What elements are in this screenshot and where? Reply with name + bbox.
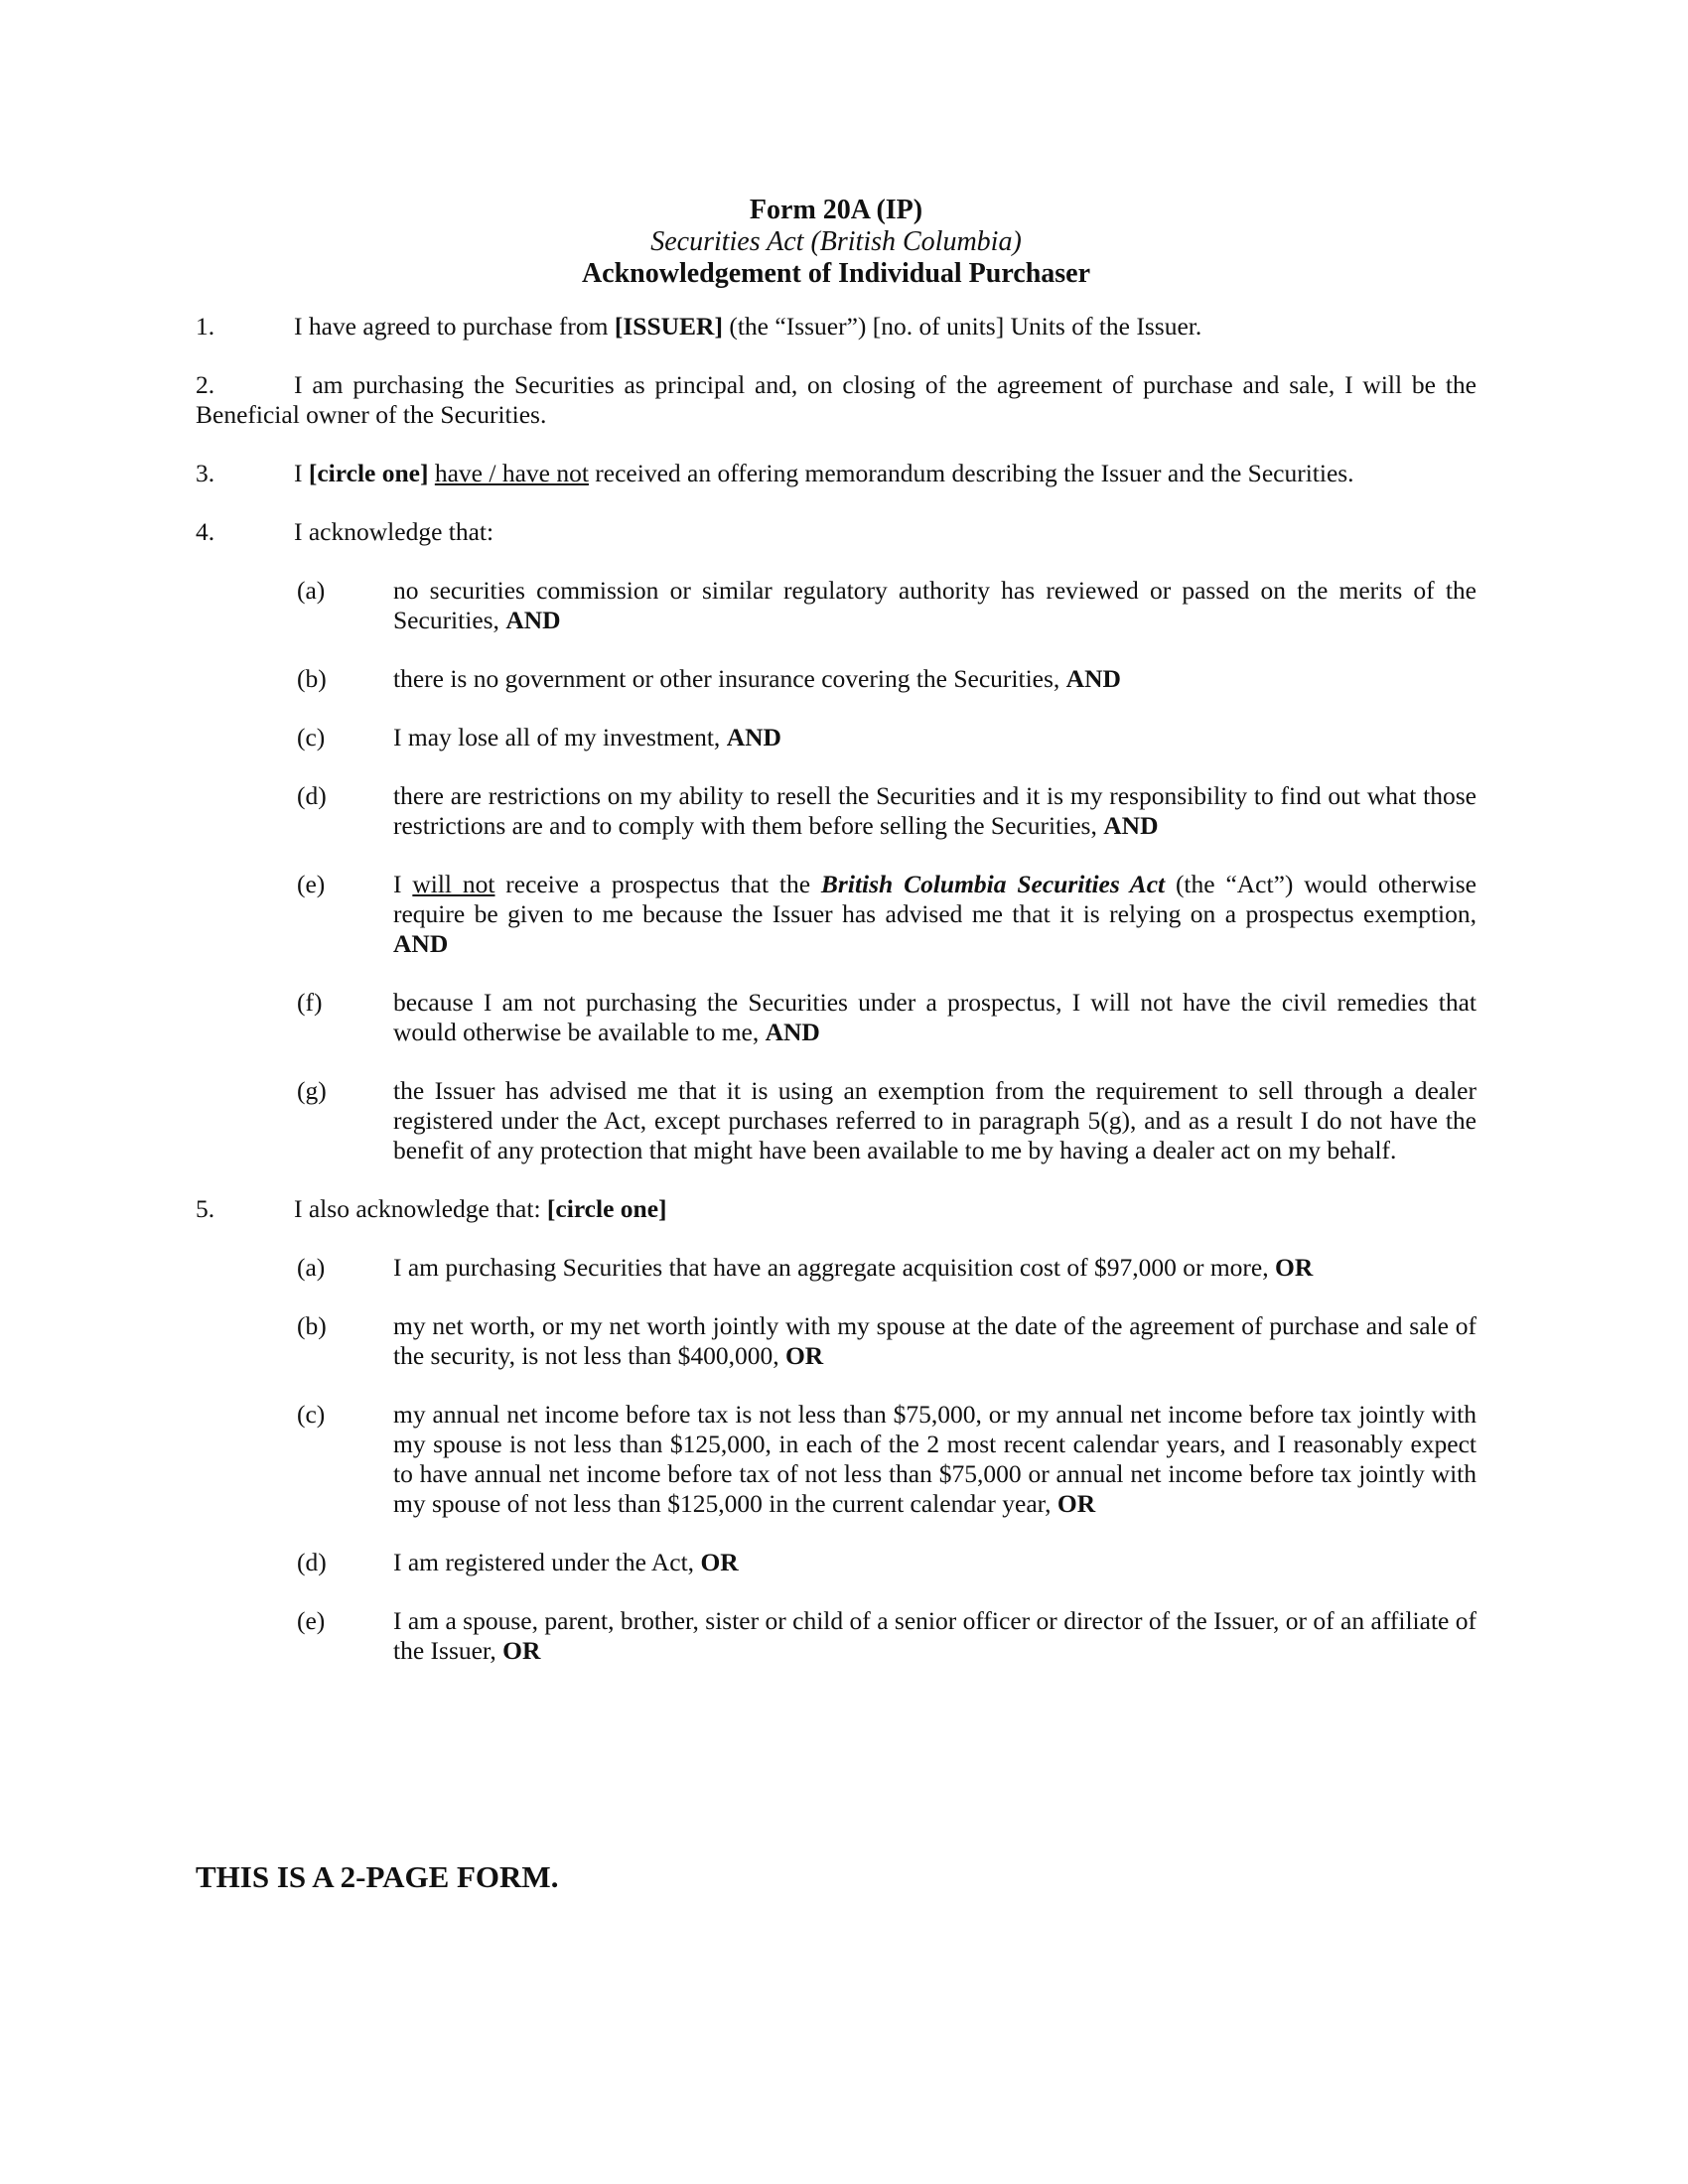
text-segment: OR [1056,1489,1096,1518]
text-segment: I acknowledge that: [294,517,494,546]
text-segment: AND [726,723,781,751]
subparagraph-label: (f) [297,988,323,1017]
text-segment: I [294,459,309,487]
text-segment: I am registered under the Act, [393,1548,701,1576]
text-segment: AND [1103,811,1159,840]
text-segment: British Columbia Securities Act [820,870,1166,898]
subparagraph-5-b [196,1311,1477,1371]
text-segment: no securities commission or similar regulatory authority has reviewed or passed on the merits of the Securities, [393,576,1477,634]
subparagraph-label: (c) [297,1400,326,1429]
text-segment: I am purchasing the Securities as principal and, on closing of the agreement of purchase and sale, I will be the Beneficial owner of the Securities. [196,370,1477,429]
text-segment: AND [505,606,561,634]
text-segment: AND [765,1018,820,1046]
subparagraph-5-c [196,1400,1477,1519]
text-segment: my net worth, or my net worth jointly with my spouse at the date of the agreement of purchase and sale of the security, is not less than $400,000, [393,1311,1477,1370]
subparagraph-label: (e) [297,870,326,898]
subparagraph-label: (d) [297,1548,327,1576]
subparagraph-5-a [196,1253,1477,1283]
text-segment: receive a prospectus that the [494,870,821,898]
text-segment: OR [502,1636,541,1665]
text-segment: there are restrictions on my ability to resell the Securities and it is my responsibility to find out what those restrictions are and to comply with them before selling the Securities, [393,781,1477,840]
paragraph-3 [196,459,1477,488]
text-segment: I am a spouse, parent, brother, sister or child of a senior officer or director of the Issuer, or of an affiliate of the Issuer, [393,1606,1477,1665]
subparagraph-label: (g) [297,1076,327,1105]
text-segment: AND [393,929,449,958]
paragraph-number: 1. [196,312,215,341]
page-notice: THIS IS A 2-PAGE FORM. [196,1859,559,1894]
subparagraph-4-f [196,988,1477,1047]
text-segment: my annual net income before tax is not less than $75,000, or my annual net income before tax jointly with my spouse is not less than $125,000, in each of the 2 most recent calendar years, and I reasonably expect to have annual net income before tax of not less than $75,000 or annual net income before tax jointly with my spouse of not less than $125,000 in the current calendar year, [393,1400,1477,1518]
text-segment: I also acknowledge that: [294,1194,547,1223]
text-segment: I have agreed to purchase from [294,312,615,341]
subparagraph-label: (b) [297,1311,327,1340]
subparagraph-label: (a) [297,1253,326,1282]
text-segment: OR [784,1341,824,1370]
text-segment: because I am not purchasing the Securities under a prospectus, I will not have the civil remedies that would otherwise be available to me, [393,988,1477,1046]
subparagraph-4-e [196,870,1477,959]
paragraph-5 [196,1194,1477,1224]
subparagraph-5-d [196,1548,1477,1577]
text-segment: I am purchasing Securities that have an aggregate acquisition cost of $97,000 or more, [393,1253,1275,1282]
text-segment: [circle one] [546,1194,667,1223]
subparagraph-5-e [196,1606,1477,1666]
text-segment: OR [700,1548,739,1576]
text-segment: have / have not [434,459,589,487]
subparagraph-4-b [196,664,1477,694]
subparagraph-4-g [196,1076,1477,1165]
paragraph-number: 4. [196,517,215,546]
paragraph-number: 5. [196,1194,215,1223]
form-title-block [196,195,1477,290]
subparagraph-label: (a) [297,576,326,605]
subparagraph-label: (b) [297,664,327,693]
text-segment: [ISSUER] [614,312,723,341]
paragraph-1 [196,312,1477,341]
text-segment: I [393,870,413,898]
subparagraph-4-c [196,723,1477,752]
subparagraph-4-d [196,781,1477,841]
form-page [196,195,1477,1695]
text-segment: there is no government or other insurance covering the Securities, [393,664,1066,693]
text-segment: received an offering memorandum describing the Issuer and the Securities. [588,459,1354,487]
text-segment: AND [1065,664,1121,693]
text-segment: I may lose all of my investment, [393,723,727,751]
form-act: Securities Act (British Columbia) [650,226,1022,257]
paragraph-4 [196,517,1477,547]
subparagraph-label: (c) [297,723,326,751]
paragraph-number: 2. [196,370,215,399]
subparagraph-4-a [196,576,1477,635]
form-title: Form 20A (IP) [749,195,923,225]
text-segment: (the “Issuer”) [no. of units] Units of the Issuer. [722,312,1202,341]
form-subtitle: Acknowledgement of Individual Purchaser [581,258,1091,289]
text-segment: will not [412,870,495,898]
text-segment: OR [1274,1253,1314,1282]
paragraph-2 [196,370,1477,430]
subparagraph-label: (e) [297,1606,326,1635]
text-segment: (the “Act”) would otherwise require be given to me because the Issuer has advised me that it is relying on a prospectus exemption, [393,870,1477,928]
form-body [196,312,1477,1666]
text-segment: the Issuer has advised me that it is using an exemption from the requirement to sell through a dealer registered under the Act, except purchases referred to in paragraph 5(g), and as a result I do not have the benefit of any protection that might have been available to me by having a dealer act on my behalf. [393,1076,1477,1164]
text-segment: [circle one] [308,459,429,487]
paragraph-number: 3. [196,459,215,487]
subparagraph-label: (d) [297,781,327,810]
